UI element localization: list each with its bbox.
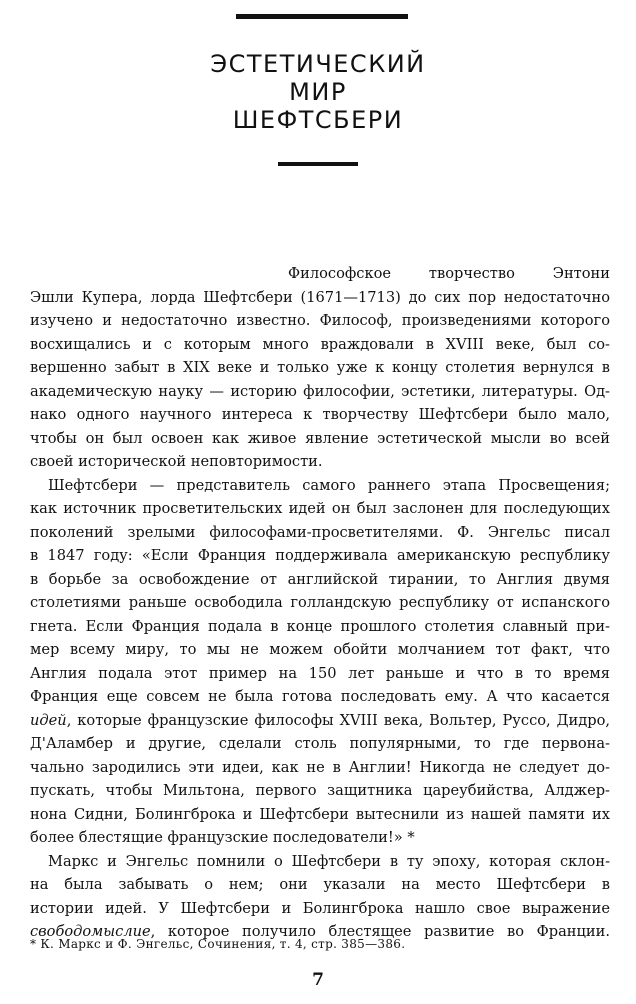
text-line: Д'Аламбер и другие, сделали столь популярными, то где первона-: [30, 735, 610, 752]
footnote: * К. Маркс и Ф. Энгельс, Сочинения, т. 4, стр. 385—386.: [30, 937, 406, 951]
body-text: [30, 262, 610, 944]
text-line: Эшли Купера, лорда Шефтсбери (1671—1713) до сих пор недостаточно: [30, 288, 610, 306]
text-line: вершенно забыт в XIX веке и только уже к концу столетия вернулся в: [30, 359, 610, 376]
page-number: 7: [312, 970, 324, 990]
text-line-rest: , которое получило блестящее развитие во Франции.: [150, 923, 610, 940]
italic-word: идей: [30, 711, 67, 729]
text-line: изучено и недостаточно известно. Философ, произведениями которого: [30, 312, 610, 329]
text-line: чально зародились эти идеи, как не в Англии! Никогда не следует до-: [30, 758, 610, 776]
text-line-rest: , которые французские философы XVIII века, Вольтер, Руссо, Дидро,: [66, 711, 610, 729]
text-line: на была забывать о нем; они указали на место Шефтсбери в: [30, 876, 610, 893]
text-line: более блестящие французские последователи!» *: [30, 829, 415, 846]
text-line: академическую науку — историю философии, эстетики, литературы. Од-: [30, 382, 610, 400]
text-line: в борьбе за освобождение от английской тирании, то Англия двумя: [30, 570, 610, 588]
text-line: нона Сидни, Болингброка и Шефтсбери вытеснили из нашей памяти их: [30, 805, 610, 823]
title-line-2: МИР: [289, 78, 347, 106]
text-line: Шефтсбери — представитель самого раннего этапа Просвещения;: [48, 476, 610, 494]
top-rule: [236, 14, 408, 19]
title-underline-rule: [278, 162, 358, 166]
text-line: как источник просветительских идей он был заслонен для последующих: [30, 500, 610, 517]
title-line-1: ЭСТЕТИЧЕСКИЙ: [210, 50, 426, 78]
italic-word: свободомыслие: [30, 923, 151, 940]
text-line: в 1847 году: «Если Франция поддерживала американскую республику: [30, 547, 610, 564]
text-line: Англия подала этот пример на 150 лет раньше и что в то время: [30, 664, 610, 682]
text-line: Маркс и Энгельс помнили о Шефтсбери в ту эпоху, которая склон-: [48, 852, 610, 870]
text-line: нако одного научного интереса к творчеству Шефтсбери было мало,: [30, 406, 610, 423]
text-line: истории идей. У Шефтсбери и Болингброка нашло свое выражение: [30, 899, 610, 917]
text-line: Франция еще совсем не была готова последовать ему. А что касается: [30, 688, 610, 705]
text-line-italic-start: [30, 709, 610, 733]
text-line: своей исторической неповторимости.: [30, 453, 323, 470]
text-line: Философское творчество Энтони: [288, 265, 610, 282]
chapter-title: [0, 50, 636, 134]
text-line: мер всему миру, то мы не можем обойти молчанием тот факт, что: [30, 641, 610, 658]
text-line: чтобы он был освоен как живое явление эстетической мысли во всей: [30, 429, 610, 447]
text-line: гнета. Если Франция подала в конце прошлого столетия славный при-: [30, 617, 610, 635]
text-line: восхищались и с которым много враждовали в XVIII веке, был со-: [30, 335, 610, 353]
title-line-3: ШЕФТСБЕРИ: [232, 106, 404, 134]
text-line: столетиями раньше освободила голландскую республику от испанского: [30, 594, 610, 611]
text-line: пускать, чтобы Мильтона, первого защитника цареубийства, Алджер-: [30, 782, 610, 799]
text-line: поколений зрелыми философами-просветителями. Ф. Энгельс писал: [30, 523, 610, 541]
